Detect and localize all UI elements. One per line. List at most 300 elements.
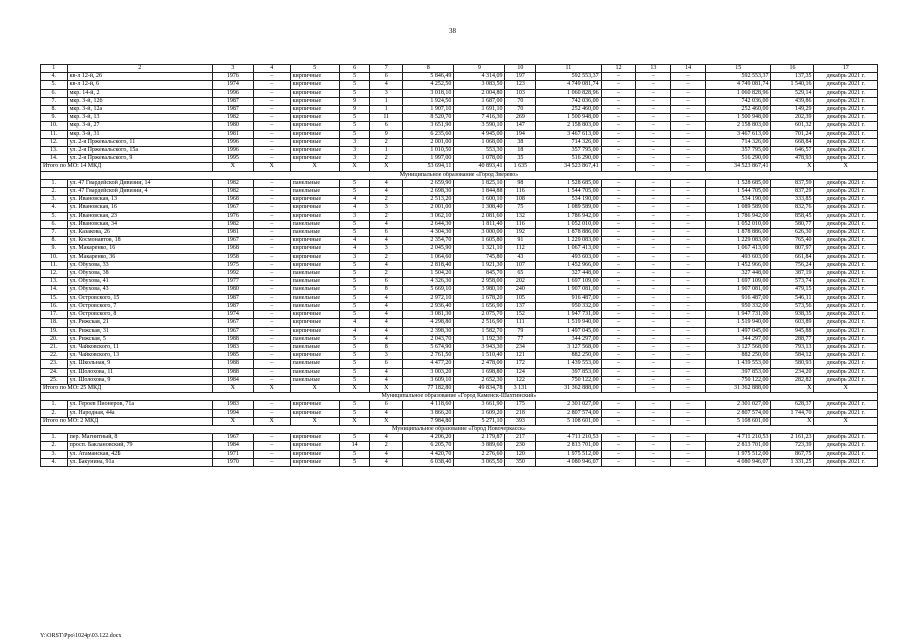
table-cell: 192 (505, 229, 536, 237)
total-cell: Х (771, 417, 814, 425)
table-cell: 2 516,90 (454, 319, 505, 327)
table-cell: – (636, 401, 671, 409)
table-cell: 1984 (212, 376, 253, 384)
table-cell: 479,15 (771, 286, 814, 294)
table-cell: кирпичные (290, 81, 339, 89)
table-cell: 70 (505, 97, 536, 105)
table-cell: декабрь 2021 г. (814, 155, 878, 163)
table-cell: – (253, 376, 290, 384)
table-cell: 5 674,90 (403, 343, 454, 351)
table-cell: – (601, 360, 636, 368)
table-cell: – (601, 179, 636, 187)
table-cell: – (636, 343, 671, 351)
table-cell: 2 807 574,00 (536, 409, 601, 417)
table-cell: – (671, 434, 706, 442)
table-row (41, 311, 878, 319)
table-cell: – (671, 147, 706, 155)
table-cell: 2 (370, 196, 403, 204)
table-cell: – (601, 327, 636, 335)
address-cell: ул. Космонавтов, 18 (67, 237, 212, 245)
table-cell: 1 528 685,00 (706, 179, 771, 187)
table-row (41, 278, 878, 286)
table-cell: 1 878 886,00 (536, 229, 601, 237)
table-cell: 1983 (212, 343, 253, 351)
table-cell: – (636, 204, 671, 212)
table-cell: 14 (339, 442, 370, 450)
table-row (41, 106, 878, 114)
table-cell: 3 (339, 147, 370, 155)
table-cell: декабрь 2021 г. (814, 450, 878, 458)
table-cell: 6 (370, 278, 403, 286)
total-cell: – (636, 417, 671, 425)
address-cell: ул. Народная, 44а (67, 409, 212, 417)
table-cell: 6 205,70 (403, 442, 454, 450)
table-cell: – (253, 106, 290, 114)
table-cell: 745,80 (454, 253, 505, 261)
total-cell: Х (339, 384, 370, 392)
table-cell: декабрь 2021 г. (814, 237, 878, 245)
total-cell: Х (253, 417, 290, 425)
table-cell: 1 452 966,00 (536, 261, 601, 269)
table-cell: – (601, 204, 636, 212)
table-cell: 580,77 (771, 220, 814, 228)
table-cell: 3 083,50 (454, 81, 505, 89)
table-cell: кирпичные (290, 434, 339, 442)
table-cell: 661,84 (771, 253, 814, 261)
table-cell: – (671, 220, 706, 228)
table-cell: 701,24 (771, 130, 814, 138)
table-cell: 1 504,20 (403, 270, 454, 278)
table-cell: 2 (370, 270, 403, 278)
table-cell: – (253, 352, 290, 360)
table-cell: 1 600,10 (454, 196, 505, 204)
total-cell: 1 635 (505, 163, 536, 171)
table-cell: – (601, 286, 636, 294)
table-cell: 516 290,00 (706, 155, 771, 163)
table-cell: – (601, 368, 636, 376)
table-cell: – (253, 294, 290, 302)
table-cell: 11. (41, 130, 68, 138)
total-cell: 31 362 888,00 (706, 384, 771, 392)
table-cell: 4 (339, 196, 370, 204)
address-cell: ул. Обухова, 33 (67, 261, 212, 269)
table-cell: – (636, 352, 671, 360)
table-cell: 1 678,20 (454, 294, 505, 302)
table-cell: 103 (505, 89, 536, 97)
column-number-5: 5 (290, 65, 339, 73)
table-cell: – (601, 73, 636, 81)
column-number-14: 14 (671, 65, 706, 73)
table-cell: 1 825,10 (454, 179, 505, 187)
table-cell: 2 004,80 (454, 89, 505, 97)
table-cell: – (601, 130, 636, 138)
table-cell: – (601, 237, 636, 245)
table-cell: декабрь 2021 г. (814, 294, 878, 302)
table-cell: 105 (505, 294, 536, 302)
address-cell: ул. 2-я Пржевальского, 9 (67, 155, 212, 163)
table-cell: 1975 (212, 261, 253, 269)
table-cell: 79 (505, 327, 536, 335)
table-cell: декабрь 2021 г. (814, 179, 878, 187)
table-row (41, 368, 878, 376)
table-cell: – (601, 352, 636, 360)
table-row (41, 302, 878, 310)
table-row (41, 73, 878, 81)
table-cell: 1967 (212, 434, 253, 442)
table-cell: – (253, 286, 290, 294)
table-cell: 19. (41, 327, 68, 335)
table-cell: – (671, 302, 706, 310)
address-cell: ул. Казакова, 26 (67, 229, 212, 237)
table-cell: декабрь 2021 г. (814, 73, 878, 81)
table-cell: 5 (339, 81, 370, 89)
table-cell: 3 661,90 (454, 401, 505, 409)
total-cell: 77 182,80 (403, 384, 454, 392)
address-cell: ул. Школьная, 9 (67, 360, 212, 368)
table-cell: 793,13 (771, 343, 814, 351)
table-cell: – (253, 155, 290, 163)
column-number-10: 10 (505, 65, 536, 73)
table-cell: 2 (370, 138, 403, 146)
table-cell: 5 (339, 89, 370, 97)
address-cell: ул. Бакунина, 91а (67, 458, 212, 466)
total-cell: – (671, 384, 706, 392)
table-cell: 16. (41, 302, 68, 310)
table-cell: – (601, 188, 636, 196)
address-cell: ул. Обухова, 38 (67, 270, 212, 278)
table-cell: – (671, 409, 706, 417)
table-cell: – (601, 122, 636, 130)
table-cell: 714 326,00 (706, 138, 771, 146)
table-cell: – (671, 237, 706, 245)
table-cell: 2 644,30 (403, 220, 454, 228)
table-cell: – (671, 196, 706, 204)
table-cell: 5 (339, 294, 370, 302)
address-cell: ул. Островского, 7 (67, 302, 212, 310)
table-cell: 1 540,16 (771, 81, 814, 89)
table-cell: 4 304,30 (403, 229, 454, 237)
table-cell: – (636, 450, 671, 458)
table-cell: 1981 (212, 130, 253, 138)
address-cell: ул. Макаренко, 36 (67, 253, 212, 261)
table-cell: декабрь 2021 г. (814, 335, 878, 343)
address-cell: ул. Ивановская, 13 (67, 196, 212, 204)
table-cell: декабрь 2021 г. (814, 138, 878, 146)
table-cell: 4 (370, 450, 403, 458)
table-cell: 626,30 (771, 229, 814, 237)
total-cell: 49 834,78 (454, 384, 505, 392)
table-row (41, 237, 878, 245)
table-cell: кирпичные (290, 122, 339, 130)
table-cell: 2 075,70 (454, 311, 505, 319)
table-cell: 3 467 613,00 (706, 130, 771, 138)
table-cell: кирпичные (290, 253, 339, 261)
table-cell: декабрь 2021 г. (814, 204, 878, 212)
address-cell: ул. 47 Гвардейской Дивизии, 14 (67, 179, 212, 187)
table-cell: 327 448,00 (536, 270, 601, 278)
table-cell: 4 118,60 (403, 401, 454, 409)
table-cell: 1 947 731,00 (536, 311, 601, 319)
total-cell: 31 362 888,00 (536, 384, 601, 392)
table-cell: – (636, 237, 671, 245)
address-cell: ул. Островского, 15 (67, 294, 212, 302)
table-cell: 8 (370, 343, 403, 351)
table-cell: декабрь 2021 г. (814, 278, 878, 286)
table-cell: – (601, 458, 636, 466)
table-cell: – (636, 278, 671, 286)
table-cell: – (253, 368, 290, 376)
table-cell: 108 (505, 196, 536, 204)
total-cell: Х (814, 384, 878, 392)
table-cell: 4 (370, 319, 403, 327)
table-cell: кирпичные (290, 89, 339, 97)
table-cell: 1. (41, 401, 68, 409)
table-cell: – (671, 188, 706, 196)
table-cell: 5 (339, 450, 370, 458)
table-cell: 3 (339, 212, 370, 220)
table-cell: 1984 (212, 442, 253, 450)
table-cell: – (601, 147, 636, 155)
table-cell: 1 452 966,00 (706, 261, 771, 269)
table-cell: кирпичные (290, 114, 339, 122)
table-cell: 1 844,88 (454, 188, 505, 196)
table-cell: 2 972,10 (403, 294, 454, 302)
table-cell: панельные (290, 220, 339, 228)
table-row (41, 458, 878, 466)
table-cell: – (636, 73, 671, 81)
table-cell: 750 122,00 (536, 376, 601, 384)
table-cell: 202 (505, 278, 536, 286)
address-cell: мкр. 14-й, 2 (67, 89, 212, 97)
table-cell: 2 161,23 (771, 434, 814, 442)
table-cell: 10. (41, 253, 68, 261)
table-cell: – (636, 434, 671, 442)
table-cell: декабрь 2021 г. (814, 97, 878, 105)
table-cell: – (671, 286, 706, 294)
total-cell: 53 694,11 (403, 163, 454, 171)
table-cell: 75 (505, 204, 536, 212)
total-cell: Х (212, 417, 253, 425)
table-cell: 1996 (212, 89, 253, 97)
table-cell: декабрь 2021 г. (814, 196, 878, 204)
table-row (41, 196, 878, 204)
table-cell: 1 528 685,00 (536, 179, 601, 187)
table-cell: 2 081,60 (454, 212, 505, 220)
total-cell: – (601, 163, 636, 171)
table-cell: 8. (41, 237, 68, 245)
table-cell: 2 354,70 (403, 237, 454, 245)
table-cell: – (671, 73, 706, 81)
table-row (41, 352, 878, 360)
table-cell: – (671, 81, 706, 89)
table-cell: – (671, 368, 706, 376)
total-row (41, 163, 878, 171)
table-cell: 1 064,60 (403, 253, 454, 261)
total-cell: Х (212, 384, 253, 392)
table-cell: 35 (505, 155, 536, 163)
table-cell: 4 711 210,53 (706, 434, 771, 442)
table-cell: 6. (41, 89, 68, 97)
table-cell: 1 656,90 (454, 302, 505, 310)
table-cell: – (253, 302, 290, 310)
table-cell: – (253, 204, 290, 212)
table-cell: 950 332,00 (536, 302, 601, 310)
table-cell: 646,57 (771, 147, 814, 155)
table-cell: 1 519 940,00 (706, 319, 771, 327)
table-cell: 4 (339, 319, 370, 327)
table-cell: 6 (370, 122, 403, 130)
table-cell: декабрь 2021 г. (814, 319, 878, 327)
table-cell: 3 889,60 (454, 442, 505, 450)
table-cell: 24. (41, 368, 68, 376)
table-cell: 4 206,20 (403, 434, 454, 442)
table-cell: 17. (41, 311, 68, 319)
table-row (41, 179, 878, 187)
table-cell: 12. (41, 138, 68, 146)
table-cell: – (671, 458, 706, 466)
total-cell: 34 523 867,41 (536, 163, 601, 171)
table-cell: 603,89 (771, 319, 814, 327)
table-cell: 5 (339, 114, 370, 122)
table-cell: 1 067 413,00 (536, 245, 601, 253)
table-cell: декабрь 2021 г. (814, 188, 878, 196)
table-cell: – (601, 253, 636, 261)
table-cell: 5 (339, 220, 370, 228)
table-cell: – (253, 245, 290, 253)
table-cell: 1987 (212, 97, 253, 105)
table-cell: – (636, 360, 671, 368)
table-cell: 1 697 109,00 (536, 278, 601, 286)
address-cell: ул. Героев Пионеров, 71а (67, 401, 212, 409)
table-cell: 1967 (212, 237, 253, 245)
table-cell: 5 (339, 188, 370, 196)
table-cell: 5 (339, 261, 370, 269)
table-cell: 2 807 574,00 (706, 409, 771, 417)
table-cell: 4 (370, 220, 403, 228)
table-cell: 546,11 (771, 294, 814, 302)
table-cell: 7. (41, 229, 68, 237)
table-cell: кирпичные (290, 245, 339, 253)
table-cell: 1. (41, 434, 68, 442)
table-cell: – (636, 270, 671, 278)
table-cell: 4 749 081,74 (536, 81, 601, 89)
table-cell: 12. (41, 270, 68, 278)
table-cell: 2 043,70 (403, 335, 454, 343)
total-cell: 34 523 867,41 (706, 163, 771, 171)
table-cell: – (671, 278, 706, 286)
table-cell: 592 553,37 (706, 73, 771, 81)
table-cell: 217 (505, 434, 536, 442)
total-row (41, 417, 878, 425)
table-cell: декабрь 2021 г. (814, 343, 878, 351)
table-cell: 1976 (212, 212, 253, 220)
table-cell: – (253, 442, 290, 450)
section-title: Муниципальное образование «Город Новочеркасск» (41, 425, 878, 433)
table-cell: – (253, 188, 290, 196)
table-cell: 1968 (212, 245, 253, 253)
table-cell: 1 089 589,00 (536, 204, 601, 212)
table-cell: кирпичные (290, 204, 339, 212)
address-cell: мкр. 3-й, 13 (67, 114, 212, 122)
address-cell: мкр. 3-й, 27 (67, 122, 212, 130)
table-cell: 1994 (212, 409, 253, 417)
column-number-12: 12 (601, 65, 636, 73)
table-cell: 3 065,50 (454, 458, 505, 466)
table-cell: – (671, 294, 706, 302)
table-cell: 742 036,00 (706, 97, 771, 105)
table-cell: 5 (339, 270, 370, 278)
table-cell: 288,77 (771, 335, 814, 343)
total-cell: Х (290, 163, 339, 171)
table-cell: 112 (505, 245, 536, 253)
table-cell: 1974 (212, 311, 253, 319)
table-cell: – (253, 327, 290, 335)
table-cell: 13. (41, 147, 68, 155)
table-cell: 3 (370, 89, 403, 97)
table-row (41, 188, 878, 196)
table-cell: 22. (41, 352, 68, 360)
table-row (41, 343, 878, 351)
table-cell: 1 744,70 (771, 409, 814, 417)
table-cell: кирпичные (290, 97, 339, 105)
table-cell: 5 (339, 311, 370, 319)
table-row (41, 155, 878, 163)
table-cell: – (253, 270, 290, 278)
table-cell: 77 (505, 335, 536, 343)
table-cell: 9. (41, 114, 68, 122)
table-cell: 1 321,10 (454, 245, 505, 253)
table-cell: 882 250,00 (706, 352, 771, 360)
table-cell: – (253, 114, 290, 122)
table-cell: 2 045,90 (403, 245, 454, 253)
table-row (41, 245, 878, 253)
table-cell: 2 301 027,00 (536, 401, 601, 409)
table-cell: 1 060 828,96 (706, 89, 771, 97)
table-cell: 5 (339, 302, 370, 310)
table-cell: 152 (505, 311, 536, 319)
address-cell: ул. Шолохова, 9 (67, 376, 212, 384)
page-number: 38 (449, 27, 456, 35)
column-number-1: 1 (41, 65, 68, 73)
table-cell: – (671, 245, 706, 253)
table-cell: кирпичные (290, 130, 339, 138)
table-row (41, 81, 878, 89)
table-cell: – (671, 97, 706, 105)
address-cell: просп. Баклановский, 79 (67, 442, 212, 450)
table-cell: панельные (290, 229, 339, 237)
table-cell: – (671, 352, 706, 360)
address-cell: ул. Островского, 8 (67, 311, 212, 319)
table-cell: – (671, 401, 706, 409)
table-cell: панельные (290, 368, 339, 376)
table-cell: 534 190,00 (536, 196, 601, 204)
table-cell: – (636, 147, 671, 155)
total-cell: Х (814, 163, 878, 171)
table-cell: – (253, 122, 290, 130)
table-cell: 4 (370, 434, 403, 442)
table-cell: – (636, 188, 671, 196)
table-cell: панельные (290, 286, 339, 294)
total-cell: Х (370, 384, 403, 392)
table-cell: кирпичные (290, 311, 339, 319)
address-cell: ул. 2-я Пржевальского, 15а (67, 147, 212, 155)
table-cell: 1 497 045,00 (536, 327, 601, 335)
total-cell: Х (370, 417, 403, 425)
address-cell: ул. Ивановская, 23 (67, 212, 212, 220)
table-cell: 1 609,20 (454, 409, 505, 417)
table-cell: декабрь 2021 г. (814, 106, 878, 114)
table-cell: 668,84 (771, 138, 814, 146)
